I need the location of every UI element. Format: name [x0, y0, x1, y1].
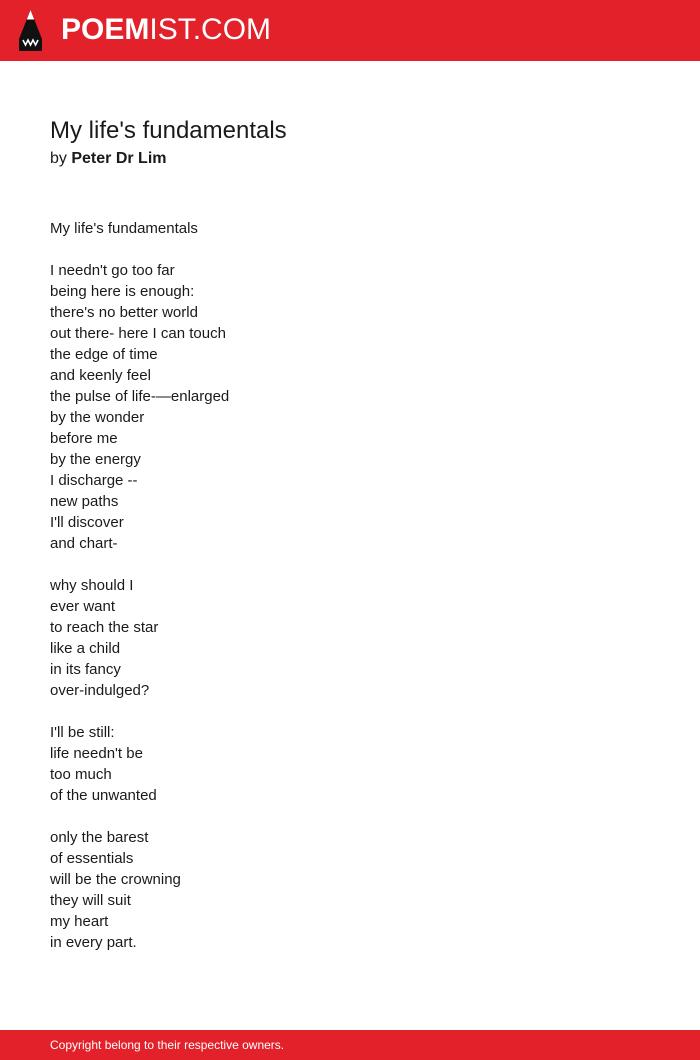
site-footer [0, 1030, 700, 1060]
poem-line: I discharge -- [50, 472, 138, 489]
poem-line: to reach the star [50, 619, 159, 636]
author-name: Peter Dr Lim [71, 150, 167, 167]
poem-line: there's no better world [50, 304, 198, 321]
poem-line: why should I [50, 577, 134, 594]
poem-body [50, 218, 229, 953]
poem-line: My life's fundamentals [50, 220, 198, 237]
poem-line: life needn't be [50, 745, 143, 762]
brand-bold: POEM [61, 13, 150, 46]
poem-line: by the wonder [50, 409, 145, 426]
by-prefix: by [50, 150, 67, 167]
site-logo[interactable] [61, 13, 271, 47]
poem-line: by the energy [50, 451, 141, 468]
poem-title: My life's fundamentals [50, 117, 287, 144]
poem-line: they will suit [50, 892, 131, 909]
poem-line: too much [50, 766, 112, 783]
poem-line: will be the crowning [50, 871, 181, 888]
pencil-icon[interactable] [17, 9, 44, 52]
poem-line: in every part. [50, 934, 137, 951]
brand-light: IST.COM [149, 13, 272, 46]
poem-line: the edge of time [50, 346, 158, 363]
poem-line: out there- here I can touch [50, 325, 226, 342]
poem-line: only the barest [50, 829, 149, 846]
poem-line: over-indulged? [50, 682, 150, 699]
stanza-break [50, 806, 229, 827]
poem-line: I needn't go too far [50, 262, 175, 279]
stanza-break [50, 554, 229, 575]
poem-line: new paths [50, 493, 119, 510]
poem-line: before me [50, 430, 118, 447]
poem-line: like a child [50, 640, 121, 657]
poem-line: of the unwanted [50, 787, 157, 804]
poem-line: ever want [50, 598, 116, 615]
stanza-break [50, 701, 229, 722]
poem-line: being here is enough: [50, 283, 195, 300]
copyright-text: Copyright belong to their respective owners. [50, 1038, 285, 1052]
poem-line: and keenly feel [50, 367, 151, 384]
poem-line: my heart [50, 913, 109, 930]
poem-line: of essentials [50, 850, 134, 867]
poem-line: I'll discover [50, 514, 124, 531]
site-header [0, 0, 700, 61]
poem-line: the pulse of life-—enlarged [50, 388, 230, 405]
poem-line: I'll be still: [50, 724, 115, 741]
byline [50, 148, 167, 170]
poem-line: in its fancy [50, 661, 121, 678]
stanza-break [50, 239, 229, 260]
poem-line: and chart- [50, 535, 118, 552]
